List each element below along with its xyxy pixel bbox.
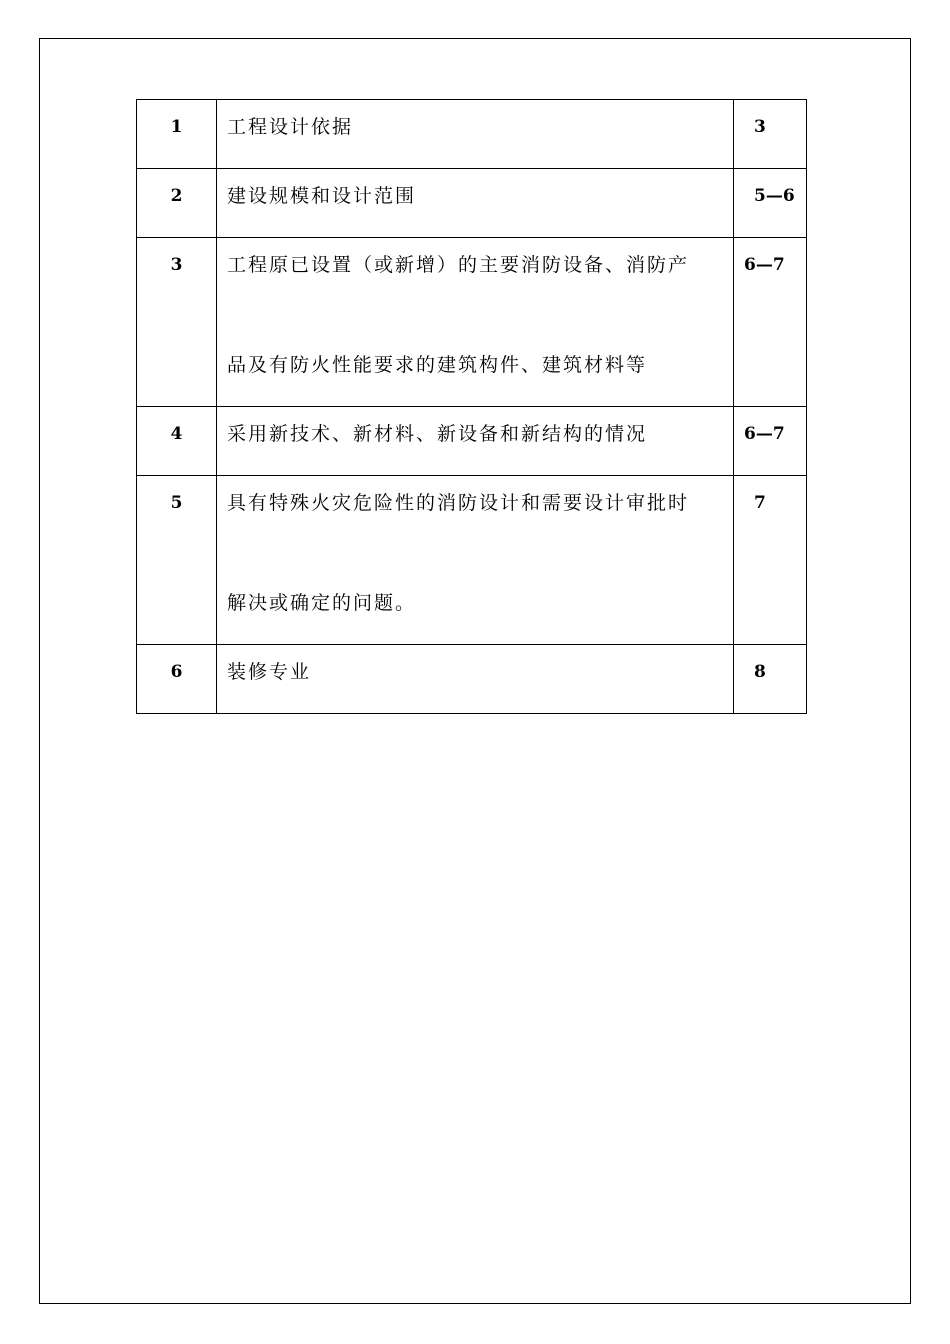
section-title-text-continued: 解决或确定的问题。 xyxy=(227,592,417,614)
section-number: 3 xyxy=(137,238,217,407)
page-number: 8 xyxy=(734,645,807,714)
table-row xyxy=(137,238,807,407)
table-row xyxy=(137,476,807,645)
table-of-contents xyxy=(136,99,807,714)
section-title xyxy=(217,238,734,407)
section-title-text: 具有特殊火灾危险性的消防设计和需要设计审批时 xyxy=(227,492,690,514)
table-row xyxy=(137,645,807,714)
section-title xyxy=(217,645,734,714)
section-number: 5 xyxy=(137,476,217,645)
section-title-text: 工程设计依据 xyxy=(227,116,354,138)
table-row xyxy=(137,407,807,476)
section-title-text: 建设规模和设计范围 xyxy=(227,185,417,207)
section-number: 2 xyxy=(137,169,217,238)
section-number: 6 xyxy=(137,645,217,714)
section-title xyxy=(217,476,734,645)
table-row xyxy=(137,169,807,238)
section-title-text-continued: 品及有防火性能要求的建筑构件、建筑材料等 xyxy=(227,354,648,376)
section-title xyxy=(217,100,734,169)
section-title xyxy=(217,169,734,238)
section-number: 1 xyxy=(137,100,217,169)
page-number: 3 xyxy=(734,100,807,169)
section-title-text: 采用新技术、新材料、新设备和新结构的情况 xyxy=(227,423,648,445)
page-number: 5—6 xyxy=(734,169,807,238)
page-number: 6—7 xyxy=(734,238,807,407)
page-number: 7 xyxy=(734,476,807,645)
section-title xyxy=(217,407,734,476)
table-row xyxy=(137,100,807,169)
section-title-text: 工程原已设置（或新增）的主要消防设备、消防产 xyxy=(227,254,690,276)
section-title-text: 装修专业 xyxy=(227,661,312,683)
section-number: 4 xyxy=(137,407,217,476)
page-number: 6—7 xyxy=(734,407,807,476)
